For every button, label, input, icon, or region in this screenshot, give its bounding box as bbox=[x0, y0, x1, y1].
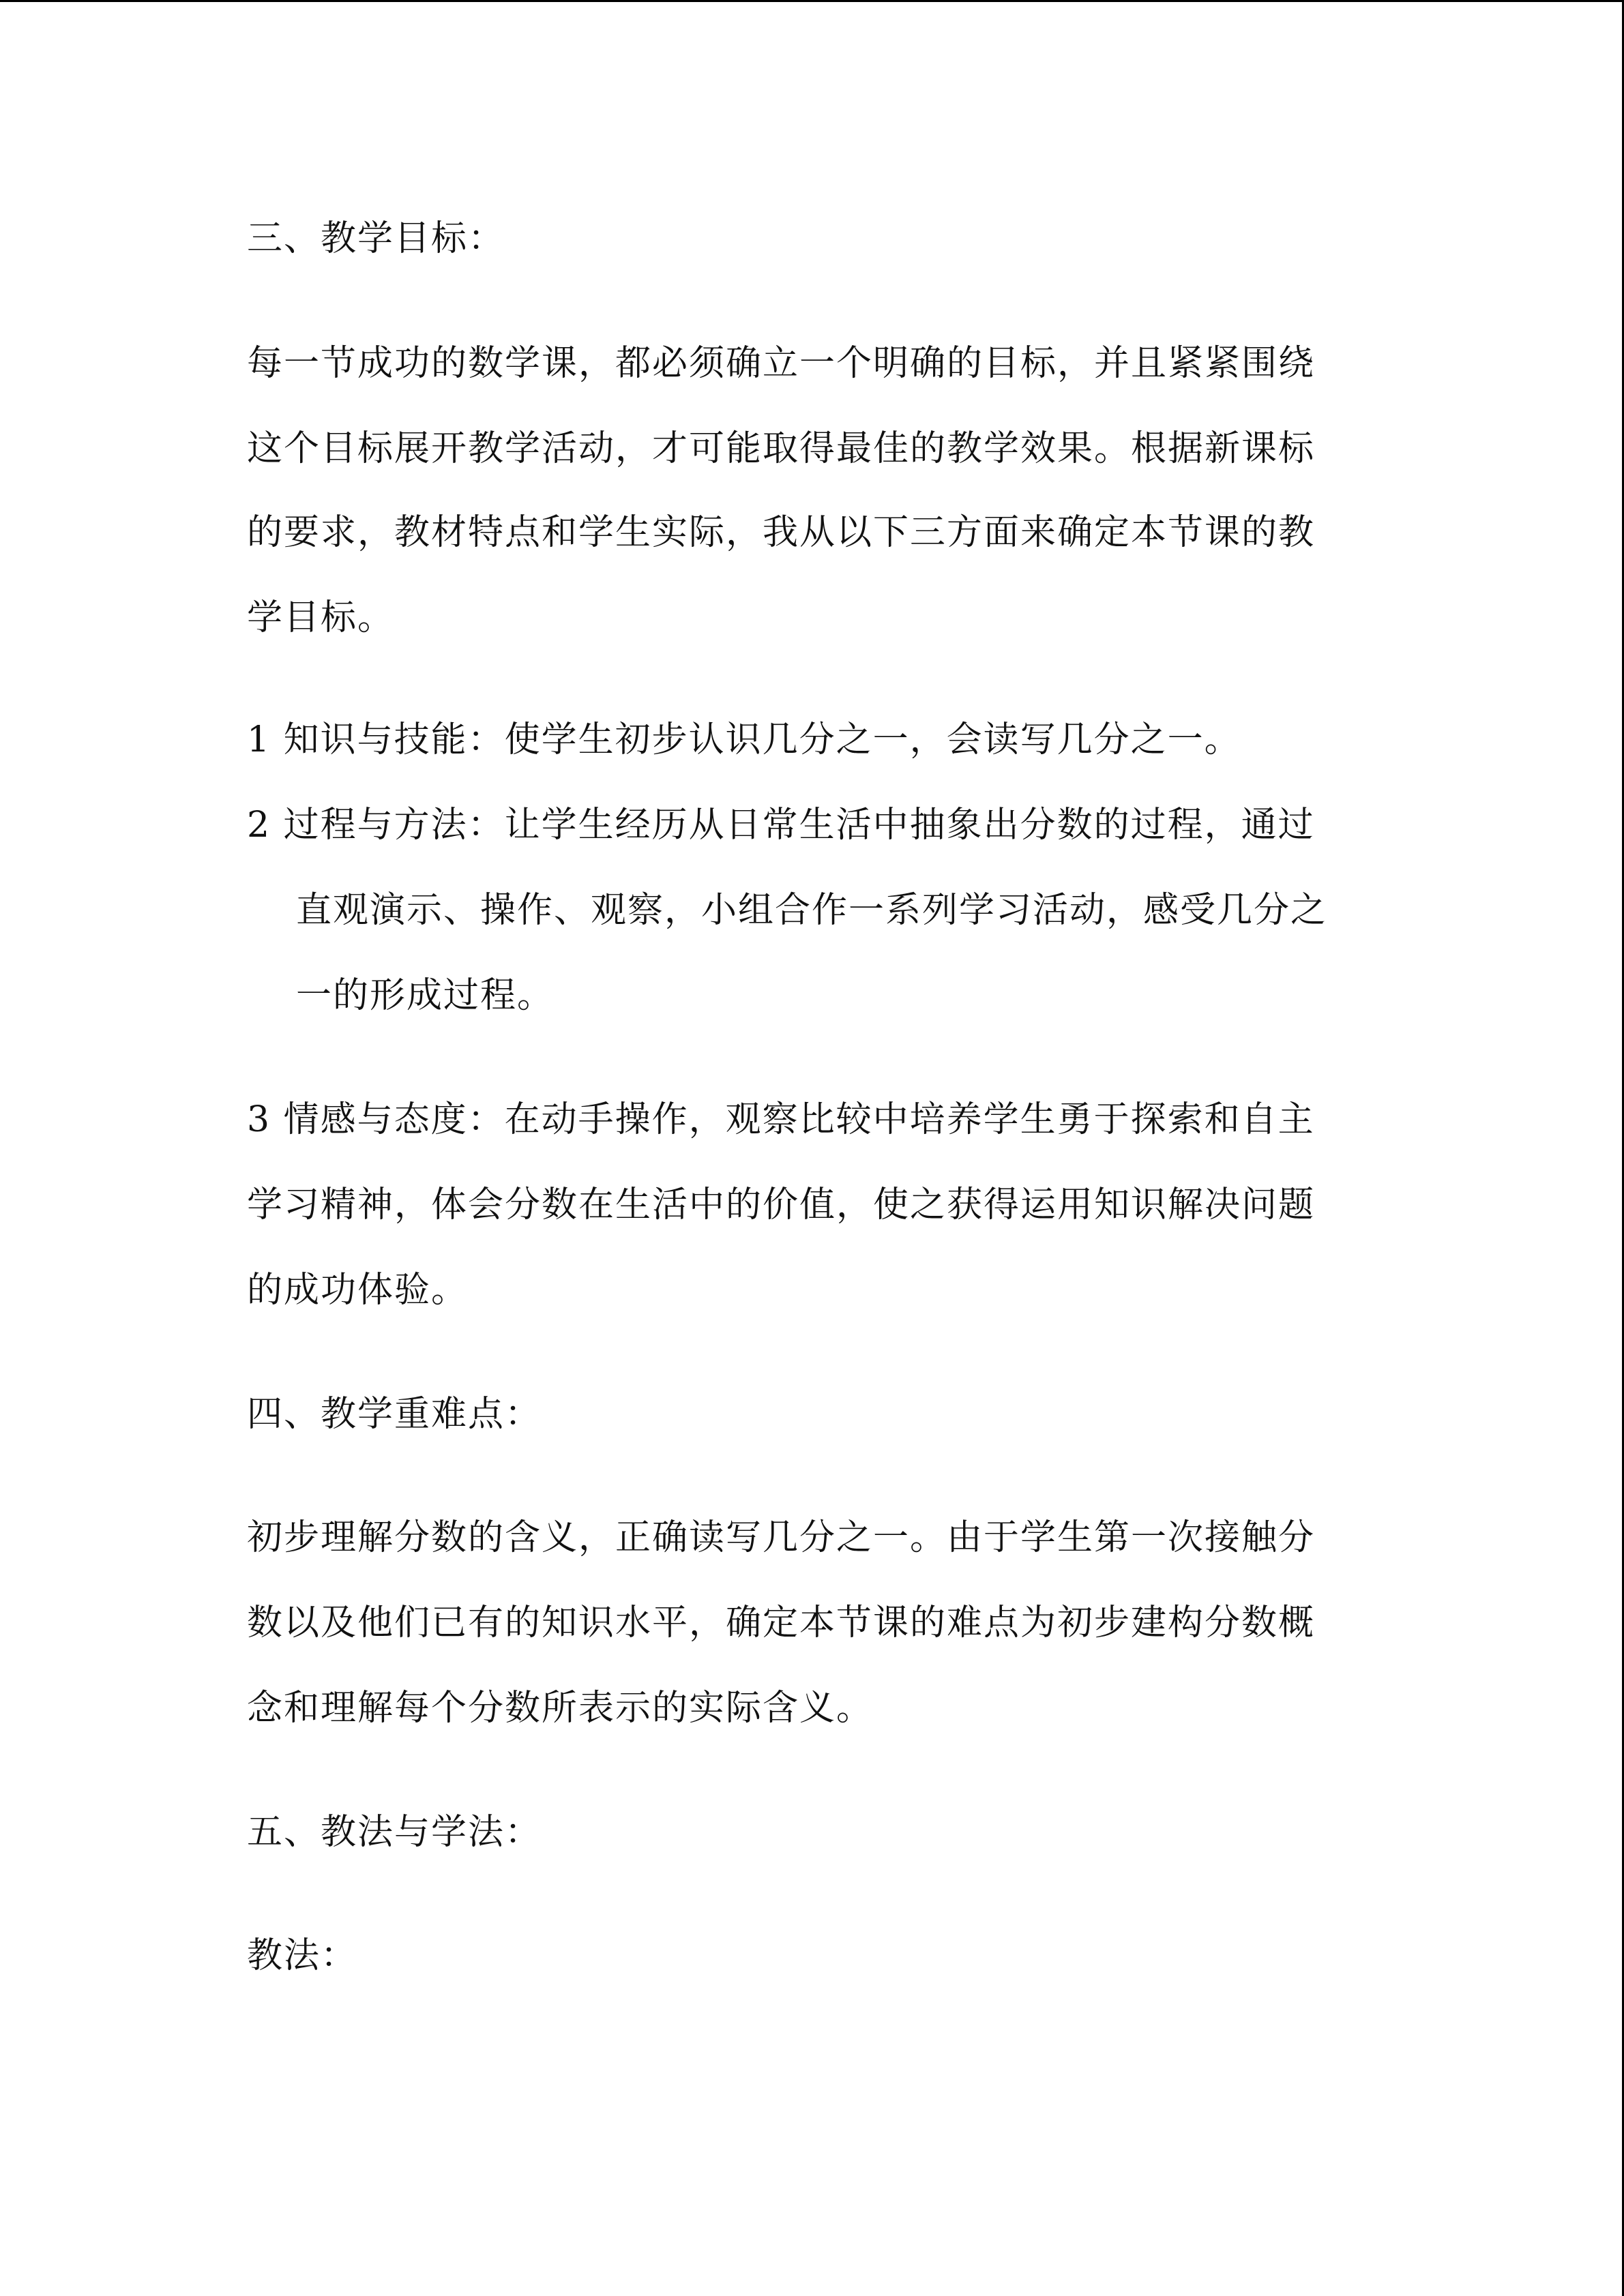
paragraph-line: 的成功体验。 bbox=[247, 1270, 469, 1311]
section-heading-methods: 五、教法与学法： bbox=[247, 1812, 542, 1853]
top-border bbox=[0, 0, 1624, 2]
paragraph-line: 学习精神，体会分数在生活中的价值，使之获得运用知识解决问题 bbox=[247, 1184, 1316, 1225]
paragraph-line: 这个目标展开教学活动，才可能取得最佳的教学效果。根据新课标 bbox=[247, 428, 1316, 469]
paragraph-line: 念和理解每个分数所表示的实际含义。 bbox=[247, 1688, 874, 1729]
section-heading-key-difficulties: 四、教学重难点： bbox=[247, 1394, 542, 1435]
list-item-emotion-attitude: 3 情感与态度：在动手操作，观察比较中培养学生勇于探索和自主 bbox=[247, 1099, 1315, 1140]
list-item-continuation: 直观演示、操作、观察，小组合作一系列学习活动，感受几分之 bbox=[296, 890, 1328, 931]
list-item-process-method: 2 过程与方法：让学生经历从日常生活中抽象出分数的过程，通过 bbox=[247, 805, 1315, 846]
paragraph-line: 数以及他们已有的知识水平，确定本节课的难点为初步建构分数概 bbox=[247, 1602, 1316, 1643]
list-item-knowledge-skills: 1 知识与技能：使学生初步认识几分之一，会读写几分之一。 bbox=[247, 719, 1241, 760]
subheading-teaching-method: 教法： bbox=[247, 1935, 358, 1976]
paragraph-line: 每一节成功的数学课，都必须确立一个明确的目标，并且紧紧围绕 bbox=[247, 343, 1316, 384]
section-heading-teaching-goals: 三、教学目标： bbox=[247, 218, 505, 259]
paragraph-line: 学目标。 bbox=[247, 597, 395, 638]
paragraph-line: 初步理解分数的含义，正确读写几分之一。由于学生第一次接触分 bbox=[247, 1517, 1316, 1558]
list-item-continuation: 一的形成过程。 bbox=[296, 975, 555, 1016]
paragraph-line: 的要求，教材特点和学生实际，我从以下三方面来确定本节课的教 bbox=[247, 512, 1316, 553]
